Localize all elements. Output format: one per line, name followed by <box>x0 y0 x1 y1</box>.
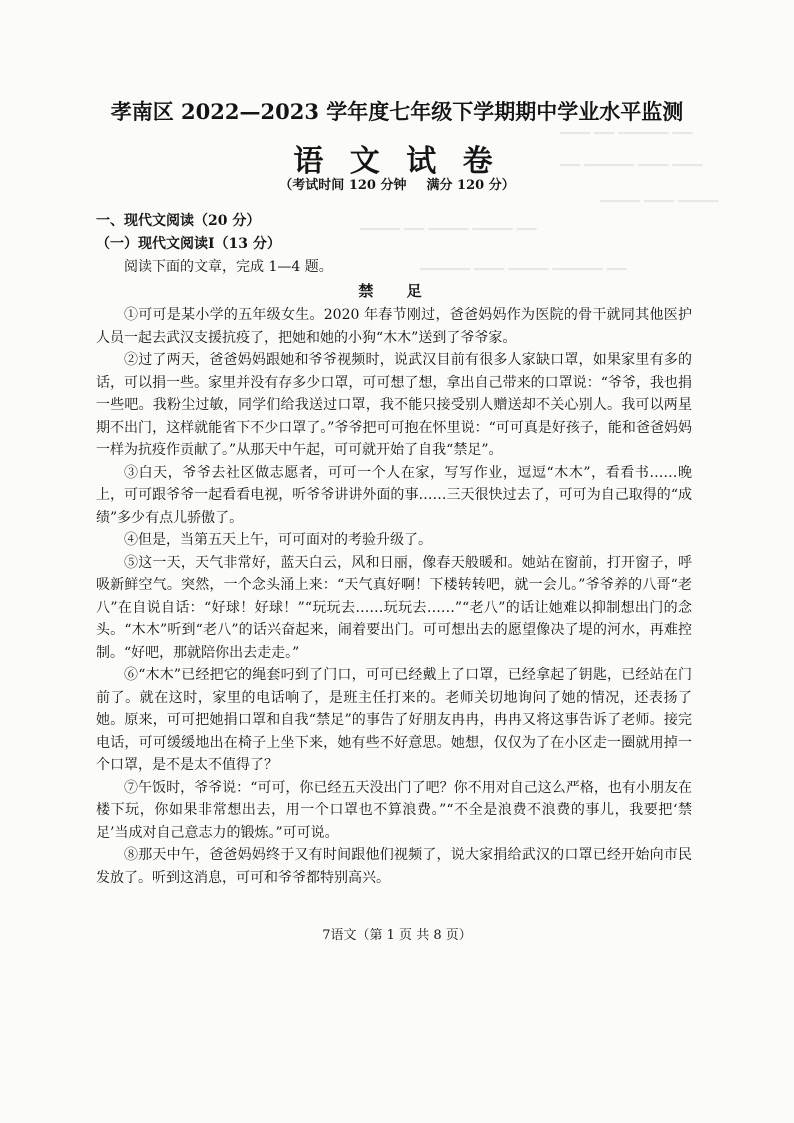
exam-time: （考试时间 120 分钟 <box>279 178 407 193</box>
exam-info <box>0 174 794 193</box>
article-paragraph: ④但是，当第五天上午，可可面对的考验升级了。 <box>124 532 432 548</box>
subsection-heading: （一）现代文阅读Ⅰ（13 分） <box>96 236 281 252</box>
section-heading: 一、现代文阅读（20 分） <box>96 213 261 229</box>
article-title: 禁 足 <box>358 282 436 300</box>
article-paragraph: ②过了两天，爸爸妈妈跟她和爷爷视频时，说武汉目前有很多人家缺口罩，如果家里有多的话，可以捐一些。家里并没有存多少口罩，可可想了想，拿出自己带来的口罩说：“爷爷，我也捐一些吧。我粉尘过敏，同学们给我送过口罩，我不能只接受别人赠送却不关心别人。我可以两星期不出门，这样就能省下不少口罩了。”爷爷把可可抱在怀里说：“可可真是好孩子，能和爸爸妈妈一样为抗疫作贡献了。”从那天中午起，可可就开始了自我“禁足”。 <box>96 352 692 458</box>
article-paragraph: ⑦午饭时，爷爷说：“可可，你已经五天没出门了吧？你不用对自己这么严格，也有小朋友在楼下玩，你如果非常想出去，用一个口罩也不算浪费。”“不全是浪费不浪费的事儿，我要把‘禁足’当成对自己意志力的锻炼。”可可说。 <box>96 779 692 841</box>
article-paragraph: ⑧那天中午，爸爸妈妈终于又有时间跟他们视频了，说大家捐给武汉的口罩已经开始向市民发放了。听到这消息，可可和爷爷都特别高兴。 <box>96 847 692 886</box>
exam-score: 满分 120 分） <box>426 178 515 193</box>
bleed-through-ghost: ▁▁ ▁▁▁▁▁ ▁▁▁ ▁▁▁ <box>560 152 703 167</box>
subject-title: 语 文 试 卷 <box>293 144 501 179</box>
article-paragraph: ①可可是某小学的五年级女生。2020 年春节刚过，爸爸妈妈作为医院的骨干就同其他医护人员一起去武汉支援抗疫了，把她和她的小狗“木木”送到了爷爷家。 <box>96 307 692 346</box>
page-footer: 7语文（第 1 页 共 8 页） <box>322 928 472 943</box>
article-paragraph: ⑤这一天，天气非常好，蓝天白云，风和日丽，像春天般暖和。她站在窗前，打开窗子，呼吸新鲜空气。突然，一个念头涌上来：“天气真好啊！下楼转转吧，就一会儿。”爷爷养的八哥“老八”在自说自话：“好球！好球！”“玩玩去……玩玩去……”“老八”的话让她难以抑制想出门的念头。“木木”听到“老八”的话兴奋起来，闹着要出门。可可想出去的愿望像决了堤的河水，再难控制。“好吧，那就陪你出去走走。” <box>96 554 692 661</box>
reading-instruction: 阅读下面的文章，完成 1—4 题。 <box>124 259 333 275</box>
bleed-through-ghost: ▁▁▁▁ ▁▁▁ ▁▁▁▁ <box>600 188 719 203</box>
article-paragraph: ⑥“木木”已经把它的绳套叼到了门口，可可已经戴上了口罩，已经拿起了钥匙，已经站在门前了。就在这时，家里的电话响了，是班主任打来的。老师关切地询问了她的情况，还表扬了她。原来，可可把她捐口罩和自我“禁足”的事告了好朋友冉冉，冉冉又将这事告诉了老师。接完电话，可可缓缓地出在椅子上坐下来，她有些不好意思。她想，仅仅为了在小区走一圈就用掉一个口罩，是不是太不值得了？ <box>96 667 692 773</box>
article-paragraph: ③白天，爷爷去社区做志愿者，可可一个人在家，写写作业，逗逗“木木”，看看书……晚上，可可跟爷爷一起看看电视，听爷爷讲讲外面的事……三天很快过去了，可可为自己取得的“成绩”多少有点儿骄傲了。 <box>96 464 692 526</box>
bleed-through-ghost: ▁▁▁ ▁▁ ▁▁▁▁▁ ▁▁ <box>560 120 693 135</box>
article-body <box>96 304 692 889</box>
bleed-through-ghost: ▁▁▁▁ ▁▁ ▁▁▁▁ ▁▁▁▁ ▁▁ <box>360 216 537 231</box>
bleed-through-ghost: ▁▁▁▁▁ ▁▁▁ ▁▁▁▁ ▁▁▁▁▁ ▁▁ <box>420 256 627 271</box>
exam-header-title: 孝南区 2022—2023 学年度七年级下学期期中学业水平监测 <box>110 99 684 124</box>
